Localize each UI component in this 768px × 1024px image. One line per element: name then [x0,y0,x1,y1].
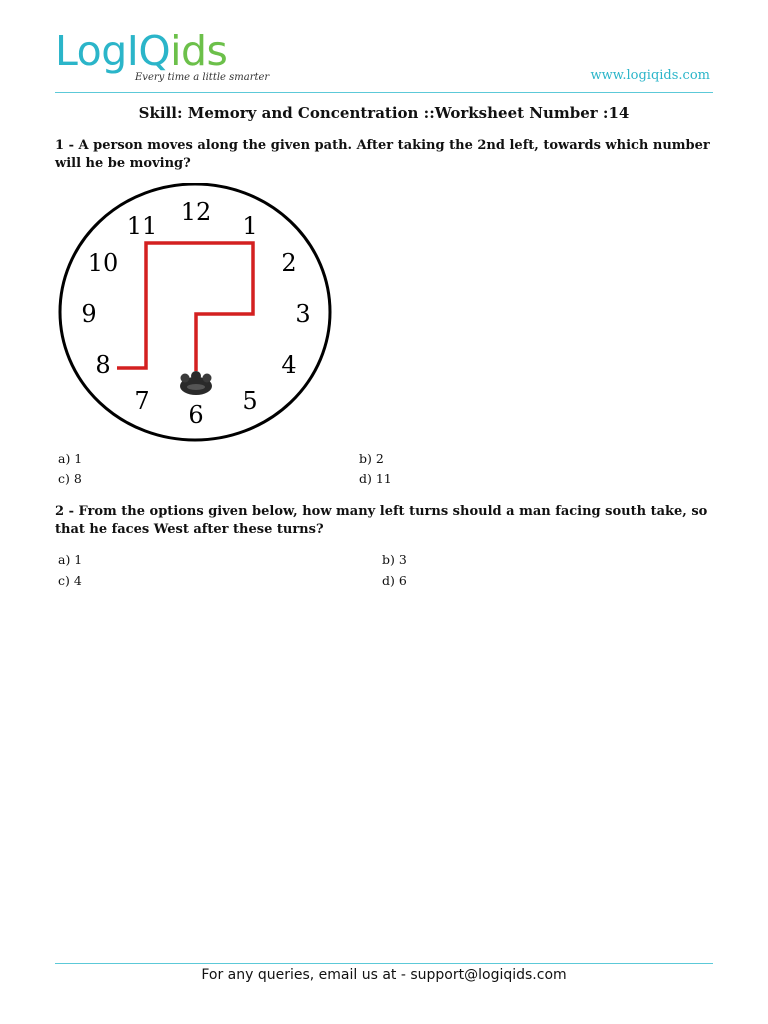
site-url-link[interactable]: www.logiqids.com [590,68,710,83]
q1-option-a: a) 1 [58,451,83,466]
clock-number-2: 2 [281,249,297,277]
footer-contact: For any queries, email us at - support@logiqids.com [201,967,567,983]
clock-number-12: 12 [180,198,212,226]
q1-option-c: c) 8 [58,471,82,486]
clock-number-10: 10 [87,249,119,277]
red-path [117,243,253,371]
clock-figure [58,183,338,448]
q2-option-b: b) 3 [382,552,407,567]
question-1-text: 1 - A person moves along the given path. After taking the 2nd left, towards which number will he be moving? [55,138,710,171]
header-divider [55,92,713,93]
clock-number-3: 3 [295,300,311,328]
mouse-icon [180,371,212,395]
q1-option-d: d) 11 [359,471,392,486]
clock-number-1: 1 [242,212,258,240]
clock-number-11: 11 [126,212,158,240]
q1-option-b: b) 2 [359,451,384,466]
q2-option-d: d) 6 [382,573,407,588]
logo [55,28,295,90]
clock-number-7: 7 [134,387,150,415]
logo-tagline: Every time a little smarter [135,72,270,83]
clock-number-6: 6 [188,401,204,429]
q2-option-a: a) 1 [58,552,83,567]
clock-number-4: 4 [281,351,297,379]
footer-divider [55,963,713,964]
q2-option-c: c) 4 [58,573,82,588]
clock-number-5: 5 [242,387,258,415]
clock-number-9: 9 [81,300,97,328]
clock-number-8: 8 [95,351,111,379]
worksheet-title: Skill: Memory and Concentration ::Worksheet Number :14 [138,104,630,122]
question-2-text: 2 - From the options given below, how many left turns should a man facing south take, so that he faces West after these turns? [55,504,708,537]
logo-wordmark: LogIQids [55,27,228,75]
